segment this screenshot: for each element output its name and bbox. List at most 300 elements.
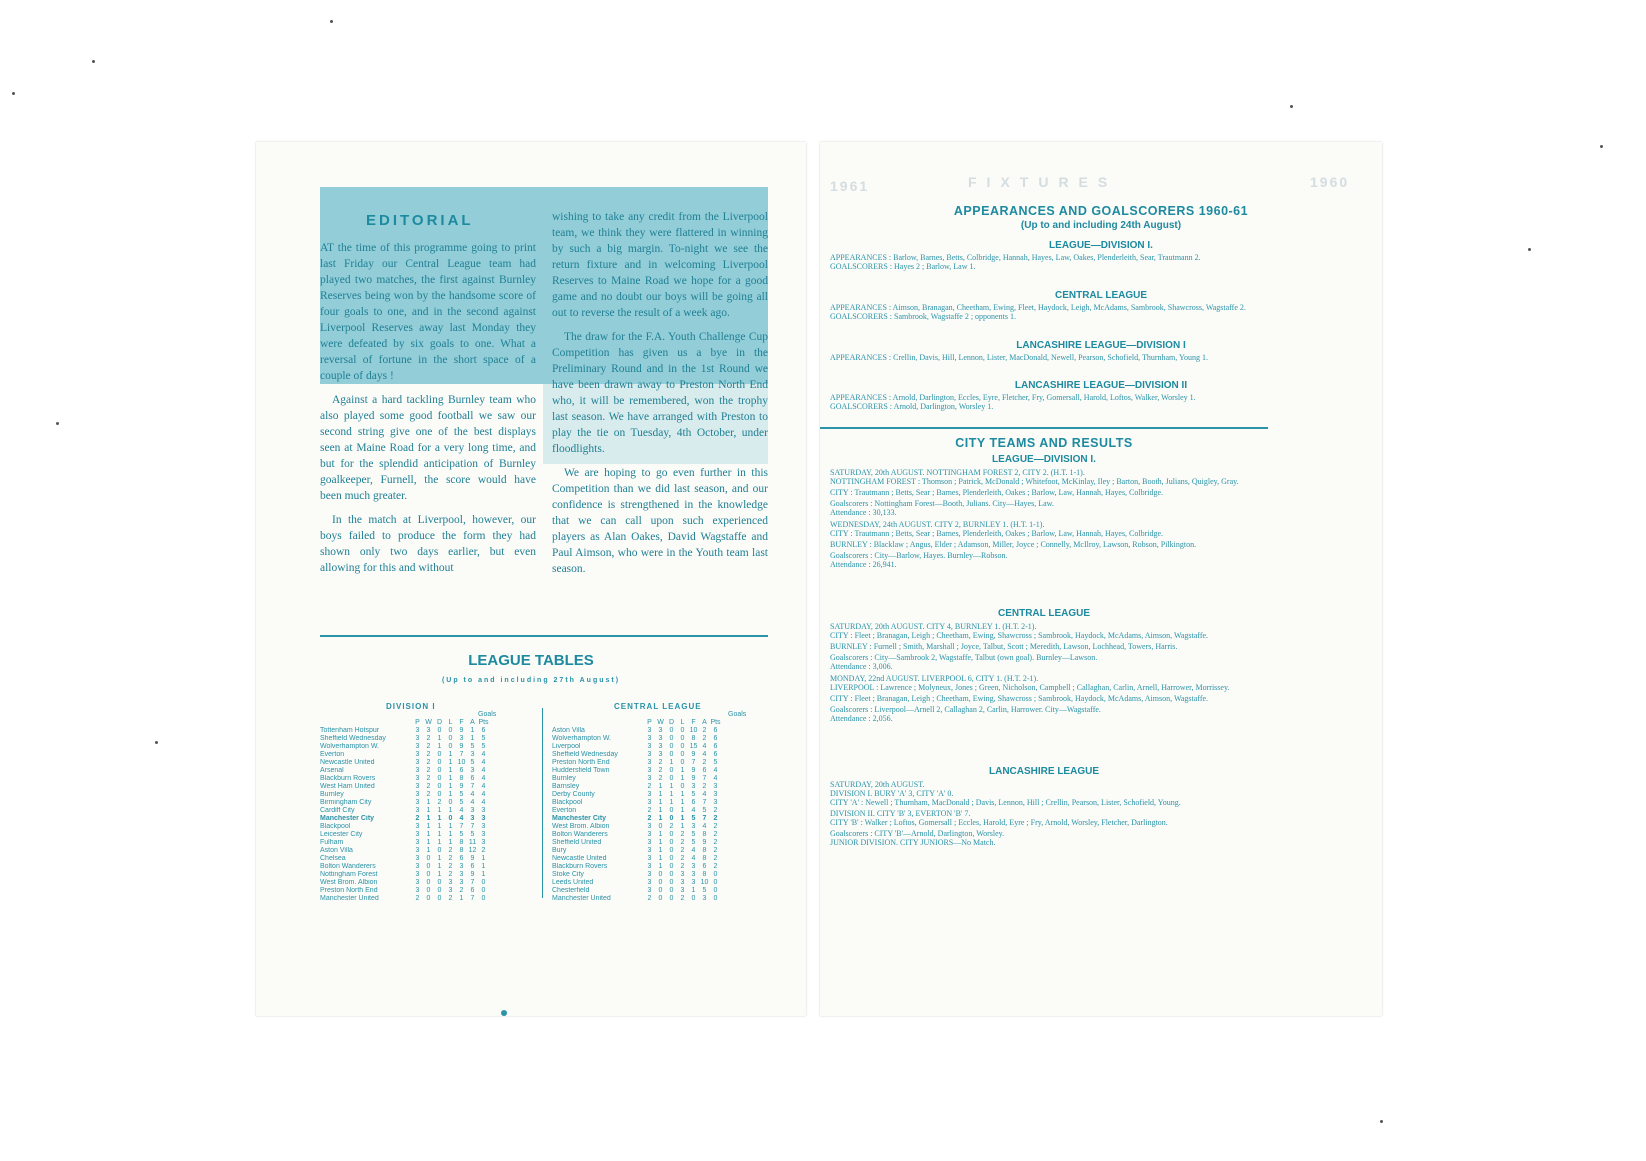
team-name: Cardiff City bbox=[320, 807, 355, 814]
stat-cell: 2 bbox=[658, 767, 663, 774]
table-row bbox=[320, 863, 489, 871]
stat-cell: 0 bbox=[481, 887, 486, 894]
table-row bbox=[552, 799, 721, 807]
stat-cell: 0 bbox=[669, 831, 674, 838]
text-line: Goalscorers : Liverpool—Arnell 2, Callaghan 2, Carlin, Harrower. City—Wagstaffe. bbox=[830, 705, 1101, 714]
stat-cell: 3 bbox=[647, 799, 652, 806]
stat-cell: 3 bbox=[415, 751, 420, 758]
stat-cell: 5 bbox=[702, 887, 707, 894]
stat-cell: 5 bbox=[470, 743, 475, 750]
ghost-fixtures-heading: FIXTURES bbox=[968, 174, 1118, 190]
stat-cell: 0 bbox=[426, 855, 431, 862]
stat-cell: 1 bbox=[481, 855, 486, 862]
team-name: Manchester United bbox=[320, 895, 379, 902]
stat-cell: 0 bbox=[437, 791, 442, 798]
stat-cell: 1 bbox=[437, 815, 442, 822]
stat-cell: 4 bbox=[713, 775, 718, 782]
speck bbox=[92, 60, 95, 63]
stat-cell: 2 bbox=[713, 815, 718, 822]
stat-cell: 10 bbox=[457, 759, 466, 766]
stat-cell: 5 bbox=[459, 791, 464, 798]
stat-cell: 3 bbox=[415, 839, 420, 846]
stat-cell: 7 bbox=[691, 759, 696, 766]
stat-cell: 3 bbox=[415, 831, 420, 838]
table-row bbox=[552, 791, 721, 799]
stat-cell: 0 bbox=[658, 895, 663, 902]
text-line: MONDAY, 22nd AUGUST. LIVERPOOL 6, CITY 1. (H.T. 2-1). bbox=[830, 674, 1039, 683]
stat-cell: 1 bbox=[459, 895, 464, 902]
stat-cell: 3 bbox=[448, 887, 453, 894]
table-row bbox=[552, 879, 721, 887]
central-league-rows bbox=[552, 727, 721, 903]
section-heading: CENTRAL LEAGUE bbox=[997, 608, 1091, 619]
table-row bbox=[320, 783, 489, 791]
stat-cell: 3 bbox=[415, 847, 420, 854]
stat-cell: 0 bbox=[426, 863, 431, 870]
stat-cell: 5 bbox=[713, 759, 718, 766]
stat-cell: 0 bbox=[680, 783, 685, 790]
team-name: Blackpool bbox=[552, 799, 583, 806]
stat-cell: 3 bbox=[691, 863, 696, 870]
stat-cell: 2 bbox=[426, 759, 431, 766]
stat-cell: 3 bbox=[658, 751, 663, 758]
text-line: Attendance : 3,006. bbox=[830, 662, 893, 671]
table-row bbox=[320, 759, 489, 767]
text-line: GOALSCORERS : Hayes 2 ; Barlow, Law 1. bbox=[830, 262, 976, 271]
team-name: Leicester City bbox=[320, 831, 363, 838]
team-name: Stoke City bbox=[552, 871, 584, 878]
stat-cell: 2 bbox=[713, 839, 718, 846]
speck bbox=[56, 422, 59, 425]
team-name: Fulham bbox=[320, 839, 344, 846]
stat-cell: 3 bbox=[713, 791, 718, 798]
section-heading: CENTRAL LEAGUE bbox=[1054, 290, 1148, 301]
stat-cell: 3 bbox=[459, 871, 464, 878]
stat-cell: 2 bbox=[702, 727, 707, 734]
stat-cell: 2 bbox=[448, 871, 453, 878]
stat-cell: 0 bbox=[713, 887, 718, 894]
stat-cell: 1 bbox=[426, 823, 431, 830]
team-name: Burnley bbox=[320, 791, 344, 798]
column-header: A bbox=[470, 719, 475, 726]
table-row bbox=[552, 783, 721, 791]
stat-cell: 3 bbox=[415, 783, 420, 790]
stat-cell: 0 bbox=[426, 879, 431, 886]
stat-cell: 1 bbox=[437, 871, 442, 878]
stat-cell: 0 bbox=[680, 735, 685, 742]
stat-cell: 0 bbox=[669, 871, 674, 878]
team-name: West Brom. Albion bbox=[552, 823, 610, 830]
speck bbox=[330, 20, 333, 23]
editorial-column-right bbox=[552, 209, 768, 585]
stat-cell: 3 bbox=[415, 887, 420, 894]
table-row bbox=[552, 839, 721, 847]
stat-cell: 5 bbox=[691, 815, 696, 822]
speck bbox=[1600, 145, 1603, 148]
column-header: L bbox=[680, 719, 685, 726]
stat-cell: 3 bbox=[647, 871, 652, 878]
team-name: Newcastle United bbox=[552, 855, 607, 862]
stat-cell: 3 bbox=[426, 727, 431, 734]
stat-cell: 15 bbox=[689, 743, 698, 750]
league-tables-title: LEAGUE TABLES bbox=[468, 652, 594, 669]
stat-cell: 2 bbox=[415, 815, 420, 822]
stat-cell: 4 bbox=[459, 807, 464, 814]
team-name: Manchester City bbox=[552, 815, 607, 822]
stat-cell: 4 bbox=[481, 751, 486, 758]
speck bbox=[1380, 1120, 1383, 1123]
text-line: GOALSCORERS : Arnold, Darlington, Worsley 1. bbox=[830, 402, 994, 411]
column-header: Pts bbox=[478, 719, 489, 726]
stat-cell: 0 bbox=[437, 879, 442, 886]
stat-cell: 5 bbox=[691, 831, 696, 838]
stat-cell: 0 bbox=[669, 847, 674, 854]
stat-cell: 3 bbox=[647, 831, 652, 838]
stat-cell: 1 bbox=[680, 815, 685, 822]
column-header: F bbox=[691, 719, 696, 726]
stat-cell: 4 bbox=[702, 791, 707, 798]
table-row bbox=[552, 887, 721, 895]
stat-cell: 3 bbox=[647, 751, 652, 758]
stat-cell: 0 bbox=[669, 751, 674, 758]
text-line: CITY 'A' : Newell ; Thurnham, MacDonald ; Davis, Lennon, Hill ; Crellin, Pearson, Lister, Schofield, Young. bbox=[830, 798, 1181, 807]
text-line: Goalscorers : City—Barlow, Hayes. Burnley—Robson. bbox=[830, 551, 1008, 560]
stat-cell: 0 bbox=[437, 783, 442, 790]
stat-cell: 3 bbox=[647, 879, 652, 886]
stat-cell: 2 bbox=[426, 791, 431, 798]
editorial-title: EDITORIAL bbox=[366, 212, 474, 229]
stat-cell: 3 bbox=[415, 775, 420, 782]
team-name: Barnsley bbox=[552, 783, 580, 790]
stat-cell: 1 bbox=[658, 791, 663, 798]
text-line: SATURDAY, 20th AUGUST. CITY 4, BURNLEY 1. (H.T. 2-1). bbox=[830, 622, 1037, 631]
stat-cell: 7 bbox=[459, 823, 464, 830]
table-row bbox=[320, 807, 489, 815]
stat-cell: 3 bbox=[647, 791, 652, 798]
stat-cell: 4 bbox=[459, 815, 464, 822]
stat-cell: 9 bbox=[691, 767, 696, 774]
team-name: Blackburn Rovers bbox=[552, 863, 608, 870]
stat-cell: 2 bbox=[713, 807, 718, 814]
text-line: CITY : Fleet ; Branagan, Leigh ; Cheetham, Ewing, Shawcross ; Sambrook, Haydock, McAdams, Aimson, Wagstaffe. bbox=[830, 694, 1209, 703]
division-one-rows bbox=[320, 727, 489, 903]
stat-cell: 3 bbox=[680, 887, 685, 894]
table-row bbox=[552, 847, 721, 855]
stat-cell: 3 bbox=[415, 863, 420, 870]
stat-cell: 5 bbox=[481, 735, 486, 742]
team-name: Aston Villa bbox=[320, 847, 353, 854]
stat-cell: 7 bbox=[470, 895, 475, 902]
stat-cell: 1 bbox=[448, 807, 453, 814]
column-header: A bbox=[702, 719, 707, 726]
central-league-table bbox=[552, 719, 721, 903]
column-header: D bbox=[668, 719, 675, 726]
goals-header: Goals bbox=[728, 711, 747, 718]
stat-cell: 2 bbox=[426, 751, 431, 758]
stat-cell: 2 bbox=[680, 831, 685, 838]
stat-cell: 0 bbox=[437, 775, 442, 782]
stat-cell: 3 bbox=[713, 783, 718, 790]
stat-cell: 9 bbox=[459, 783, 464, 790]
stat-cell: 7 bbox=[459, 751, 464, 758]
stat-cell: 0 bbox=[448, 743, 453, 750]
stat-cell: 1 bbox=[680, 799, 685, 806]
stat-cell: 5 bbox=[691, 839, 696, 846]
stat-cell: 4 bbox=[481, 759, 486, 766]
stat-cell: 1 bbox=[437, 839, 442, 846]
stat-cell: 0 bbox=[669, 839, 674, 846]
stat-cell: 3 bbox=[448, 879, 453, 886]
stat-cell: 0 bbox=[680, 759, 685, 766]
stat-cell: 6 bbox=[470, 775, 475, 782]
stat-cell: 1 bbox=[691, 887, 696, 894]
stat-cell: 2 bbox=[426, 767, 431, 774]
stat-cell: 5 bbox=[459, 799, 464, 806]
team-name: Blackburn Rovers bbox=[320, 775, 376, 782]
stat-cell: 2 bbox=[702, 783, 707, 790]
stat-cell: 3 bbox=[647, 847, 652, 854]
stat-cell: 0 bbox=[426, 871, 431, 878]
stat-cell: 0 bbox=[437, 887, 442, 894]
stat-cell: 1 bbox=[481, 863, 486, 870]
stat-cell: 8 bbox=[702, 855, 707, 862]
stat-cell: 1 bbox=[426, 807, 431, 814]
team-name: Huddersfield Town bbox=[552, 767, 610, 774]
stat-cell: 1 bbox=[680, 775, 685, 782]
stat-cell: 7 bbox=[702, 799, 707, 806]
table-row bbox=[552, 759, 721, 767]
stat-cell: 2 bbox=[713, 855, 718, 862]
team-name: Burnley bbox=[552, 775, 576, 782]
stat-cell: 3 bbox=[647, 823, 652, 830]
stat-cell: 12 bbox=[468, 847, 477, 854]
stat-cell: 3 bbox=[415, 807, 420, 814]
stat-cell: 1 bbox=[448, 783, 453, 790]
stat-cell: 1 bbox=[448, 751, 453, 758]
stat-cell: 3 bbox=[415, 799, 420, 806]
stat-cell: 9 bbox=[702, 839, 707, 846]
stat-cell: 2 bbox=[437, 799, 442, 806]
stat-cell: 3 bbox=[459, 863, 464, 870]
stat-cell: 1 bbox=[426, 839, 431, 846]
stat-cell: 1 bbox=[437, 807, 442, 814]
stat-cell: 7 bbox=[470, 879, 475, 886]
appearances-title: APPEARANCES AND GOALSCORERS 1960-61 bbox=[953, 204, 1249, 218]
team-name: Preston North End bbox=[552, 759, 610, 766]
stat-cell: 6 bbox=[713, 727, 718, 734]
stat-cell: 1 bbox=[437, 831, 442, 838]
table-separator bbox=[542, 708, 543, 898]
stat-cell: 0 bbox=[448, 735, 453, 742]
stat-cell: 3 bbox=[658, 735, 663, 742]
stat-cell: 3 bbox=[459, 735, 464, 742]
ghost-year-left: 1961 bbox=[830, 178, 870, 194]
stat-cell: 2 bbox=[481, 847, 486, 854]
stat-cell: 3 bbox=[713, 799, 718, 806]
stat-cell: 3 bbox=[415, 735, 420, 742]
stat-cell: 4 bbox=[691, 847, 696, 854]
text-line: Goalscorers : City—Sambrook 2, Wagstaffe, Talbut (own goal). Burnley—Lawson. bbox=[830, 653, 1098, 662]
stat-cell: 0 bbox=[680, 727, 685, 734]
team-name: Blackpool bbox=[320, 823, 351, 830]
speck bbox=[12, 92, 15, 95]
stat-cell: 1 bbox=[448, 767, 453, 774]
stat-cell: 5 bbox=[459, 831, 464, 838]
stat-cell: 2 bbox=[415, 895, 420, 902]
stat-cell: 0 bbox=[658, 887, 663, 894]
stat-cell: 2 bbox=[647, 895, 652, 902]
team-name: Chelsea bbox=[320, 855, 346, 862]
text-line: CITY : Fleet ; Branagan, Leigh ; Cheetham, Ewing, Shawcross ; Sambrook, Haydock, McAdams, Aimson, Wagstaffe. bbox=[830, 631, 1209, 640]
column-header: L bbox=[448, 719, 453, 726]
stat-cell: 3 bbox=[470, 751, 475, 758]
team-name: Chesterfield bbox=[552, 887, 590, 894]
text-line: CITY : Trautmann ; Betts, Sear ; Barnes, Plenderleith, Oakes ; Barlow, Law, Hannah, Hayes, Colbridge. bbox=[830, 488, 1164, 497]
editorial-paragraph: In the match at Liverpool, however, our boys failed to produce the form they had shown only two days earlier, but even allowing for this and without bbox=[320, 514, 536, 574]
stat-cell: 0 bbox=[481, 879, 486, 886]
stat-cell: 11 bbox=[468, 839, 477, 846]
stat-cell: 2 bbox=[702, 759, 707, 766]
stat-cell: 3 bbox=[691, 879, 696, 886]
stat-cell: 2 bbox=[680, 847, 685, 854]
team-name: Wolverhampton W. bbox=[320, 743, 380, 750]
stat-cell: 7 bbox=[702, 815, 707, 822]
stat-cell: 1 bbox=[448, 759, 453, 766]
stat-cell: 1 bbox=[448, 791, 453, 798]
stat-cell: 2 bbox=[426, 775, 431, 782]
table-row bbox=[320, 871, 489, 879]
text-line: Goalscorers : Nottingham Forest—Booth, Julians. City—Hayes, Law. bbox=[830, 499, 1054, 508]
stat-cell: 2 bbox=[713, 847, 718, 854]
section-heading: LANCASHIRE LEAGUE—DIVISION I bbox=[1016, 340, 1186, 351]
stat-cell: 3 bbox=[415, 871, 420, 878]
stat-cell: 0 bbox=[713, 879, 718, 886]
table-row bbox=[552, 815, 721, 823]
stat-cell: 3 bbox=[470, 767, 475, 774]
stat-cell: 0 bbox=[437, 895, 442, 902]
stat-cell: 0 bbox=[448, 799, 453, 806]
text-line: Attendance : 26,941. bbox=[830, 560, 897, 569]
stat-cell: 1 bbox=[448, 831, 453, 838]
stat-cell: 4 bbox=[470, 791, 475, 798]
team-name: Preston North End bbox=[320, 887, 378, 894]
stat-cell: 6 bbox=[713, 735, 718, 742]
table-row bbox=[320, 799, 489, 807]
stat-cell: 0 bbox=[426, 895, 431, 902]
table-row bbox=[320, 727, 489, 735]
table-row bbox=[320, 775, 489, 783]
table-row bbox=[552, 863, 721, 871]
stat-cell: 1 bbox=[669, 799, 674, 806]
stat-cell: 1 bbox=[658, 815, 663, 822]
table-row bbox=[552, 895, 721, 903]
stat-cell: 2 bbox=[702, 735, 707, 742]
stat-cell: 3 bbox=[415, 727, 420, 734]
stat-cell: 1 bbox=[658, 863, 663, 870]
table-row bbox=[552, 735, 721, 743]
stat-cell: 3 bbox=[459, 879, 464, 886]
stat-cell: 9 bbox=[459, 743, 464, 750]
column-header: W bbox=[657, 719, 664, 726]
stat-cell: 1 bbox=[437, 855, 442, 862]
section-heading: LEAGUE—DIVISION I. bbox=[1049, 240, 1153, 251]
stat-cell: 0 bbox=[669, 815, 674, 822]
text-line: APPEARANCES : Crellin, Davis, Hill, Lennon, Lister, MacDonald, Newell, Pearson, Schofield, Thurnham, Young 1. bbox=[830, 353, 1208, 362]
team-name: Tottenham Hotspur bbox=[320, 727, 380, 734]
stat-cell: 0 bbox=[448, 727, 453, 734]
table-row bbox=[552, 823, 721, 831]
results-text bbox=[830, 468, 1258, 569]
stat-cell: 0 bbox=[680, 743, 685, 750]
team-name: Aston Villa bbox=[552, 727, 585, 734]
stat-cell: 6 bbox=[459, 767, 464, 774]
stat-cell: 3 bbox=[481, 823, 486, 830]
team-name: Nottingham Forest bbox=[320, 871, 378, 878]
stat-cell: 8 bbox=[459, 775, 464, 782]
goals-header: Goals bbox=[478, 711, 497, 718]
stat-cell: 0 bbox=[669, 879, 674, 886]
stat-cell: 2 bbox=[658, 759, 663, 766]
team-name: West Ham United bbox=[320, 783, 375, 790]
stat-cell: 1 bbox=[426, 847, 431, 854]
editorial-paragraph: AT the time of this programme going to print last Friday our Central League team had played two matches, the first against Burnley Reserves being won by the handsome score of four goals to one, and in the second against Liverpool Reserves away last Monday they were defeated by six goals to one. What a reversal of fortune in the short space of a couple of days ! bbox=[320, 242, 536, 382]
stat-cell: 6 bbox=[470, 887, 475, 894]
stat-cell: 2 bbox=[647, 815, 652, 822]
stat-cell: 2 bbox=[448, 855, 453, 862]
stat-cell: 5 bbox=[470, 759, 475, 766]
stat-cell: 9 bbox=[691, 775, 696, 782]
stat-cell: 2 bbox=[713, 831, 718, 838]
table-header-row bbox=[320, 719, 489, 727]
stat-cell: 4 bbox=[702, 743, 707, 750]
table-row bbox=[552, 751, 721, 759]
stat-cell: 2 bbox=[680, 855, 685, 862]
stat-cell: 8 bbox=[459, 839, 464, 846]
team-name: Leeds United bbox=[552, 879, 594, 886]
team-name: Sheffield Wednesday bbox=[552, 751, 618, 758]
stat-cell: 1 bbox=[669, 783, 674, 790]
stat-cell: 3 bbox=[415, 855, 420, 862]
appearances-text bbox=[830, 393, 1258, 411]
stat-cell: 6 bbox=[691, 799, 696, 806]
stat-cell: 1 bbox=[680, 823, 685, 830]
stat-cell: 1 bbox=[680, 791, 685, 798]
stat-cell: 3 bbox=[691, 783, 696, 790]
team-name: Sheffield Wednesday bbox=[320, 735, 386, 742]
stat-cell: 1 bbox=[470, 727, 475, 734]
table-row bbox=[320, 847, 489, 855]
stat-cell: 2 bbox=[680, 839, 685, 846]
stat-cell: 0 bbox=[448, 815, 453, 822]
stat-cell: 3 bbox=[647, 887, 652, 894]
table-header-row bbox=[552, 719, 721, 727]
stat-cell: 0 bbox=[437, 727, 442, 734]
column-header: F bbox=[459, 719, 464, 726]
stat-cell: 9 bbox=[470, 871, 475, 878]
appearances-subtitle: (Up to and including 24th August) bbox=[1020, 220, 1182, 231]
text-line: DIVISION II. CITY 'B' 3, EVERTON 'B' 7. bbox=[830, 809, 971, 818]
stat-cell: 10 bbox=[700, 879, 709, 886]
stat-cell: 0 bbox=[669, 775, 674, 782]
stat-cell: 4 bbox=[481, 775, 486, 782]
stat-cell: 3 bbox=[691, 871, 696, 878]
stat-cell: 2 bbox=[459, 887, 464, 894]
appearances-text bbox=[830, 353, 1258, 362]
table-row bbox=[320, 767, 489, 775]
stat-cell: 3 bbox=[691, 823, 696, 830]
table-row bbox=[552, 727, 721, 735]
stat-cell: 0 bbox=[658, 823, 663, 830]
